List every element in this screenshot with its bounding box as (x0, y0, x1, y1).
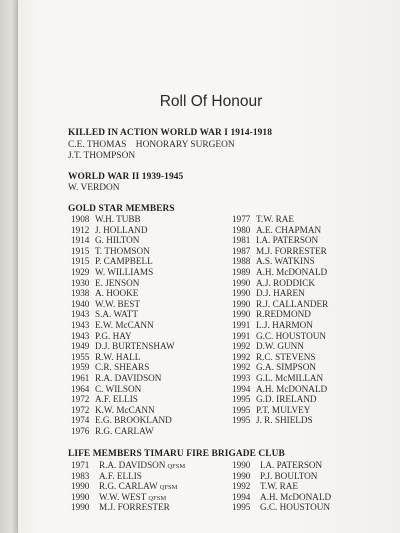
entry-year: 1943 (71, 330, 90, 341)
entry-year: 1981 (232, 235, 251, 246)
book-spine (0, 0, 18, 533)
entry-name-text: P. CAMPBELL (95, 256, 153, 267)
entry-name (260, 471, 317, 481)
entry-name (95, 235, 139, 245)
entry-name-text: W.H. TUBB (95, 214, 141, 224)
entry-name-text: D.W. GUNN (256, 341, 304, 352)
entry-name (260, 481, 298, 491)
entry-name (95, 278, 139, 288)
entry-name-text: G.C. HOUSTOUN (256, 330, 327, 341)
entry-year: 1983 (71, 470, 90, 481)
entry-year: 1959 (71, 362, 90, 373)
entry-name-text: A.F. ELLIS (99, 470, 142, 481)
entry-year: 1976 (71, 425, 90, 436)
entry-name (256, 278, 315, 288)
entry-year: 1987 (232, 245, 251, 256)
gold-star-heading: GOLD STAR MEMBERS (68, 204, 175, 214)
entry-name-text: R.W. HALL (95, 351, 141, 362)
entry-name-text: W.W. BEST (95, 298, 141, 309)
entry-name (99, 481, 177, 491)
entry-year: 1990 (71, 481, 90, 492)
entry-year: 1908 (71, 214, 90, 224)
entry-year: 1988 (232, 256, 251, 267)
entry-year: 1943 (71, 309, 90, 320)
entry-name (256, 235, 318, 245)
entry-year: 1990 (232, 298, 251, 309)
entry-name-text: R.J. CALLANDER (256, 298, 329, 309)
entry-name (95, 426, 154, 436)
entry-year: 1995 (232, 404, 251, 415)
entry-name-text: D.J. HAREN (256, 288, 305, 299)
entry-honour-suffix: QFSM (148, 494, 167, 502)
entry-name (256, 362, 316, 372)
entry-name-text: A.H. McDONALD (260, 491, 332, 502)
entry-name (99, 471, 142, 481)
entry-name (256, 341, 304, 351)
entry-year: 1980 (232, 224, 251, 235)
entry-name-text: A.S. WATKINS (256, 256, 315, 267)
entry-year: 1955 (71, 351, 90, 362)
entry-name (99, 460, 185, 470)
entry-year: 1992 (232, 362, 251, 373)
entry-year: 1994 (232, 491, 251, 502)
entry-year: 1972 (71, 394, 90, 405)
entry-year: 1995 (232, 415, 251, 426)
entry-year: 1992 (232, 351, 251, 362)
entry-name-text: L.J. HARMON (256, 319, 313, 330)
entry-name (95, 352, 140, 362)
entry-name-text: P.G. HAY (95, 330, 132, 341)
entry-name-text: R.C. STEVENS (256, 351, 316, 362)
entry-name (256, 267, 327, 277)
entry-name-text: G.L. McMILLAN (256, 372, 324, 383)
entry-name-text: G.A. SIMPSON (256, 362, 316, 373)
entry-year: 1971 (71, 460, 90, 470)
entry-name (256, 299, 328, 309)
entry-name-text: W. WILLIAMS (95, 266, 154, 277)
entry-name-text: G.C. HOUSTOUN (260, 502, 331, 513)
entry-name-text: A.F. ELLIS (95, 394, 138, 405)
entry-name (256, 415, 313, 425)
entry-name-text: R.G. CARLAW (99, 481, 158, 492)
entry-name (256, 214, 294, 224)
entry-name (256, 320, 313, 330)
entry-name-text: T. THOMSON (95, 245, 150, 256)
entry-honour-suffix: QFSM (159, 484, 178, 492)
entry-name-text: E.G. BROOKLAND (95, 415, 172, 426)
entry-name-text: S.A. WATT (95, 309, 138, 320)
entry-year: 1943 (71, 319, 90, 330)
ww2-line-1: W. VERDON (68, 183, 120, 193)
entry-year: 1989 (232, 266, 251, 277)
life-members-heading: LIFE MEMBERS TIMARU FIRE BRIGADE CLUB (68, 449, 285, 459)
entry-name (95, 394, 138, 404)
entry-year: 1992 (232, 481, 251, 492)
entry-name-text: A.H. McDONALD (256, 383, 328, 394)
entry-name (260, 502, 330, 512)
entry-year: 1915 (71, 256, 90, 267)
entry-name-text: R.REDMOND (256, 309, 311, 320)
entry-year: 1972 (71, 404, 90, 415)
entry-name-text: D.J. BURTENSHAW (95, 341, 175, 352)
entry-name (95, 288, 138, 298)
entry-year: 1964 (71, 383, 90, 394)
entry-name (256, 405, 310, 415)
entry-name (99, 502, 170, 512)
entry-year: 1990 (71, 491, 90, 502)
entry-name-text: R.A. DAVIDSON (99, 460, 166, 470)
entry-year: 1929 (71, 266, 90, 277)
entry-name-text: R.A. DAVIDSON (95, 372, 162, 383)
entry-name (260, 460, 322, 470)
entry-name (256, 309, 311, 319)
entry-year: 1990 (232, 288, 251, 299)
entry-year: 1990 (232, 309, 251, 320)
entry-year: 1940 (71, 298, 90, 309)
entry-year: 1949 (71, 341, 90, 352)
page-title: Roll Of Honour (159, 93, 263, 110)
entry-honour-suffix: QFSM (167, 463, 186, 470)
entry-name (256, 256, 315, 266)
entry-name-text: A.J. RODDICK (256, 277, 315, 288)
entry-name (95, 299, 140, 309)
entry-name-text: E. JENSON (95, 277, 140, 288)
entry-year: 1961 (71, 372, 90, 383)
entry-name-text: P.T. MULVEY (256, 404, 311, 415)
entry-name (95, 256, 153, 266)
entry-name-text: R.G. CARLAW (95, 425, 154, 436)
entry-name (260, 492, 331, 502)
entry-name (95, 331, 132, 341)
entry-name-text: I.A. PATERSON (256, 235, 319, 246)
entry-name (95, 320, 154, 330)
entry-name (95, 405, 155, 415)
entry-name (95, 384, 141, 394)
entry-year: 1974 (71, 415, 90, 426)
entry-year: 1991 (232, 330, 251, 341)
entry-name (95, 225, 148, 235)
entry-name-text: A.E. CHAPMAN (256, 224, 322, 235)
entry-year: 1991 (232, 319, 251, 330)
entry-name (95, 415, 172, 425)
ww1-line-2: J.T. THOMPSON (68, 151, 136, 161)
entry-name-text: J. R. SHIELDS (256, 415, 313, 426)
entry-year: 1915 (71, 245, 90, 256)
entry-name (256, 373, 323, 383)
ww2-heading: WORLD WAR II 1939-1945 (68, 172, 184, 182)
entry-name (256, 225, 321, 235)
entry-year: 1990 (232, 277, 251, 288)
entry-name-text: A.H. McDONALD (256, 266, 328, 277)
entry-name-text: M.J. FORRESTER (256, 245, 327, 256)
entry-name-text: G.D. IRELAND (256, 394, 317, 405)
entry-year: 1990 (232, 460, 251, 470)
entry-name-text: M.J. FORRESTER (99, 502, 170, 513)
entry-year: 1914 (71, 235, 90, 246)
entry-name (95, 309, 138, 319)
entry-name (256, 384, 327, 394)
entry-name-text: C.R. SHEARS (95, 362, 150, 373)
entry-name-text: T.W. RAE (260, 481, 299, 492)
entry-name (256, 288, 305, 298)
entry-year: 1992 (232, 341, 251, 352)
entry-name-text: E.W. McCANN (95, 319, 154, 330)
entry-year: 1990 (232, 470, 251, 481)
entry-name-text: G. HILTON (95, 235, 140, 246)
entry-name-text: W.W. WEST (99, 491, 147, 502)
entry-name-text: J. HOLLAND (95, 224, 148, 235)
entry-name (256, 331, 326, 341)
entry-name (256, 352, 315, 362)
entry-name (95, 341, 175, 351)
entry-year: 1930 (71, 277, 90, 288)
entry-name (99, 492, 166, 502)
entry-name-text: T.W. RAE (256, 214, 295, 224)
entry-year: 1912 (71, 224, 90, 235)
entry-name (95, 267, 153, 277)
entry-name (95, 214, 141, 224)
entry-year: 1993 (232, 372, 251, 383)
entry-name-text: K.W. McCANN (95, 404, 155, 415)
entry-year: 1977 (232, 214, 251, 224)
ww1-heading: KILLED IN ACTION WORLD WAR I 1914-1918 (68, 128, 273, 138)
entry-year: 1990 (71, 502, 90, 513)
entry-name (256, 246, 327, 256)
entry-name (95, 362, 149, 372)
entry-name (95, 246, 150, 256)
ww1-line-1: C.E. THOMAS HONORARY SURGEON (68, 140, 235, 150)
entry-year: 1995 (232, 502, 251, 513)
entry-name-text: C. WILSON (95, 383, 142, 394)
entry-year: 1994 (232, 383, 251, 394)
entry-year: 1995 (232, 394, 251, 405)
entry-name (256, 394, 316, 404)
entry-year: 1938 (71, 288, 90, 299)
entry-name-text: A. HOOKE (95, 288, 139, 299)
entry-name (95, 373, 161, 383)
entry-name-text: P.J. BOULTON (260, 470, 318, 481)
entry-name-text: I.A. PATERSON (260, 460, 323, 470)
